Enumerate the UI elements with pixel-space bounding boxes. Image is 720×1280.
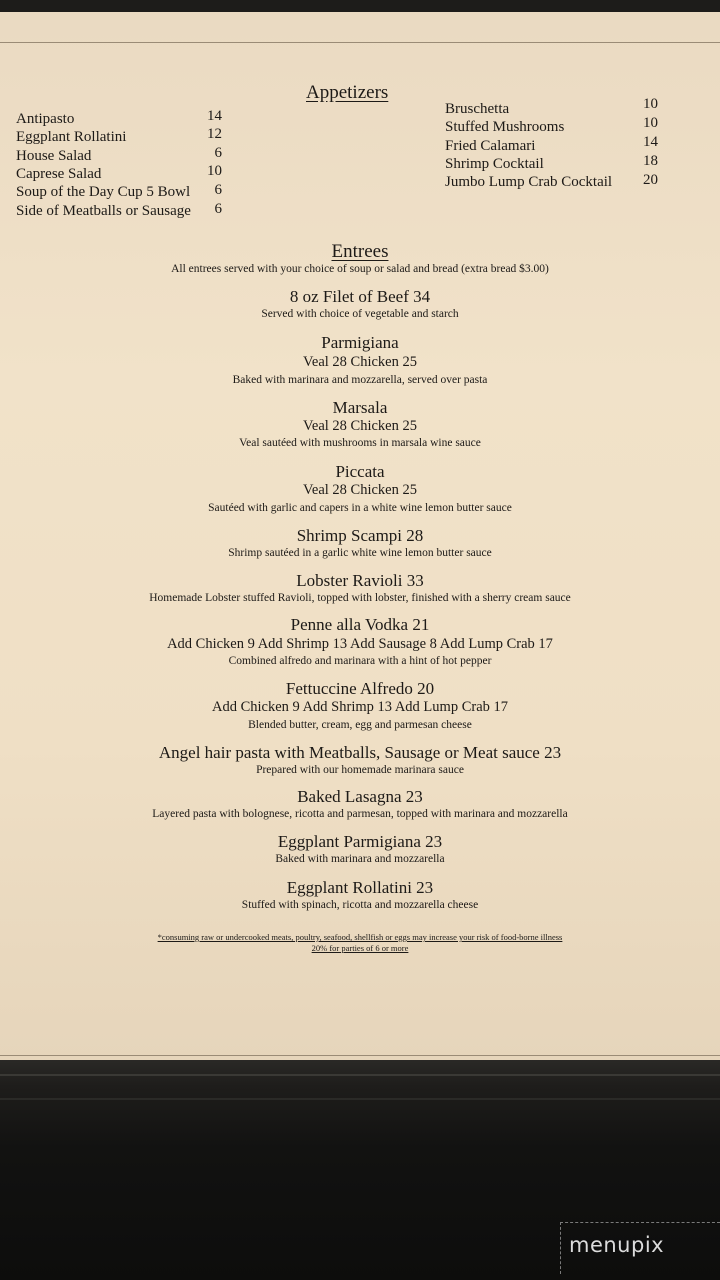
appetizer-item-price: 10: [207, 163, 222, 179]
gratuity-note: 20% for parties of 6 or more: [311, 943, 409, 953]
entree-description: Layered pasta with bolognese, ricotta and parmesan, topped with marinara and mozzarella: [152, 808, 568, 820]
appetizer-item-name: Jumbo Lump Crab Cocktail: [445, 174, 613, 190]
entree-price-options: Veal 28 Chicken 25: [303, 354, 417, 370]
appetizer-item-price: 6: [214, 201, 222, 217]
entree-description: Veal sautéed with mushrooms in marsala wine sauce: [239, 437, 481, 449]
watermark-text: menupix: [569, 1233, 665, 1257]
entree-name: Lobster Ravioli 33: [296, 571, 424, 590]
entree-name: Eggplant Rollatini 23: [286, 878, 434, 897]
appetizer-item-name: Bruschetta: [445, 101, 510, 117]
appetizer-item-price: 18: [643, 153, 658, 169]
appetizer-item-name: Antipasto: [16, 111, 75, 127]
page-top-rule: [0, 42, 720, 43]
appetizer-item-price: 6: [214, 182, 222, 198]
entree-name: Piccata: [335, 462, 385, 481]
appetizer-item-price: 14: [643, 134, 658, 150]
appetizer-item-name: Soup of the Day Cup 5 Bowl: [16, 184, 191, 200]
entree-description: Served with choice of vegetable and starch: [261, 308, 459, 320]
entree-description: Homemade Lobster stuffed Ravioli, topped with lobster, finished with a sherry cream sauce: [149, 592, 571, 604]
appetizer-item-name: Shrimp Cocktail: [445, 156, 544, 172]
entree-description: Stuffed with spinach, ricotta and mozzarella cheese: [241, 899, 479, 911]
entree-add-ons: Add Chicken 9 Add Shrimp 13 Add Sausage 8 Add Lump Crab 17: [167, 636, 553, 652]
appetizer-item-price: 14: [207, 108, 222, 124]
appetizer-item-name: Caprese Salad: [16, 166, 102, 182]
entree-price-options: Veal 28 Chicken 25: [303, 418, 417, 434]
appetizer-item-name: Side of Meatballs or Sausage: [16, 203, 191, 219]
entree-description: Shrimp sautéed in a garlic white wine lemon butter sauce: [228, 547, 492, 559]
entree-add-ons: Add Chicken 9 Add Shrimp 13 Add Lump Crab 17: [211, 699, 509, 715]
entree-name: Shrimp Scampi 28: [296, 526, 424, 545]
menu-page: [0, 12, 720, 1060]
entrees-intro: All entrees served with your choice of soup or salad and bread (extra bread $3.00): [171, 263, 549, 275]
appetizer-item-name: Stuffed Mushrooms: [445, 119, 565, 135]
appetizers-title: Appetizers: [306, 82, 389, 103]
entree-name: Penne alla Vodka 21: [290, 615, 430, 634]
entree-name: 8 oz Filet of Beef 34: [289, 287, 431, 306]
appetizer-item-price: 20: [643, 172, 658, 188]
appetizer-item-price: 10: [643, 115, 658, 131]
entrees-title-text: Entrees: [331, 241, 389, 262]
entrees-title: [0, 241, 720, 263]
entree-name: Eggplant Parmigiana 23: [277, 832, 443, 851]
entree-description: Baked with marinara and mozzarella: [275, 853, 445, 865]
entree-name: Fettuccine Alfredo 20: [285, 679, 435, 698]
entree-description: Baked with marinara and mozzarella, served over pasta: [232, 374, 488, 386]
menupix-watermark: [560, 1222, 720, 1274]
binder-stitch: [0, 1074, 720, 1076]
entree-description: Prepared with our homemade marinara sauce: [256, 764, 464, 776]
binder-stitch: [0, 1098, 720, 1100]
appetizer-item-price: 12: [207, 126, 222, 142]
appetizer-item-price: 10: [643, 96, 658, 112]
entree-description: Combined alfredo and marinara with a hint of hot pepper: [228, 655, 492, 667]
page-bottom-rule: [0, 1055, 720, 1056]
appetizer-item-name: House Salad: [16, 148, 92, 164]
appetizer-item-name: Fried Calamari: [445, 138, 536, 154]
entree-price-options: Veal 28 Chicken 25: [303, 482, 417, 498]
entree-description: Blended butter, cream, egg and parmesan cheese: [248, 719, 472, 731]
entree-name: Angel hair pasta with Meatballs, Sausage or Meat sauce 23: [158, 743, 562, 762]
food-safety-warning: *consuming raw or undercooked meats, poultry, seafood, shellfish or eggs may increase your risk of food-borne illness: [157, 932, 563, 942]
appetizer-item-price: 6: [214, 145, 222, 161]
entree-name: Marsala: [332, 398, 388, 417]
entree-description: Sautéed with garlic and capers in a white wine lemon butter sauce: [208, 502, 512, 514]
appetizer-item-name: Eggplant Rollatini: [16, 129, 127, 145]
entree-name: Parmigiana: [321, 333, 399, 352]
entree-name: Baked Lasagna 23: [297, 787, 423, 806]
